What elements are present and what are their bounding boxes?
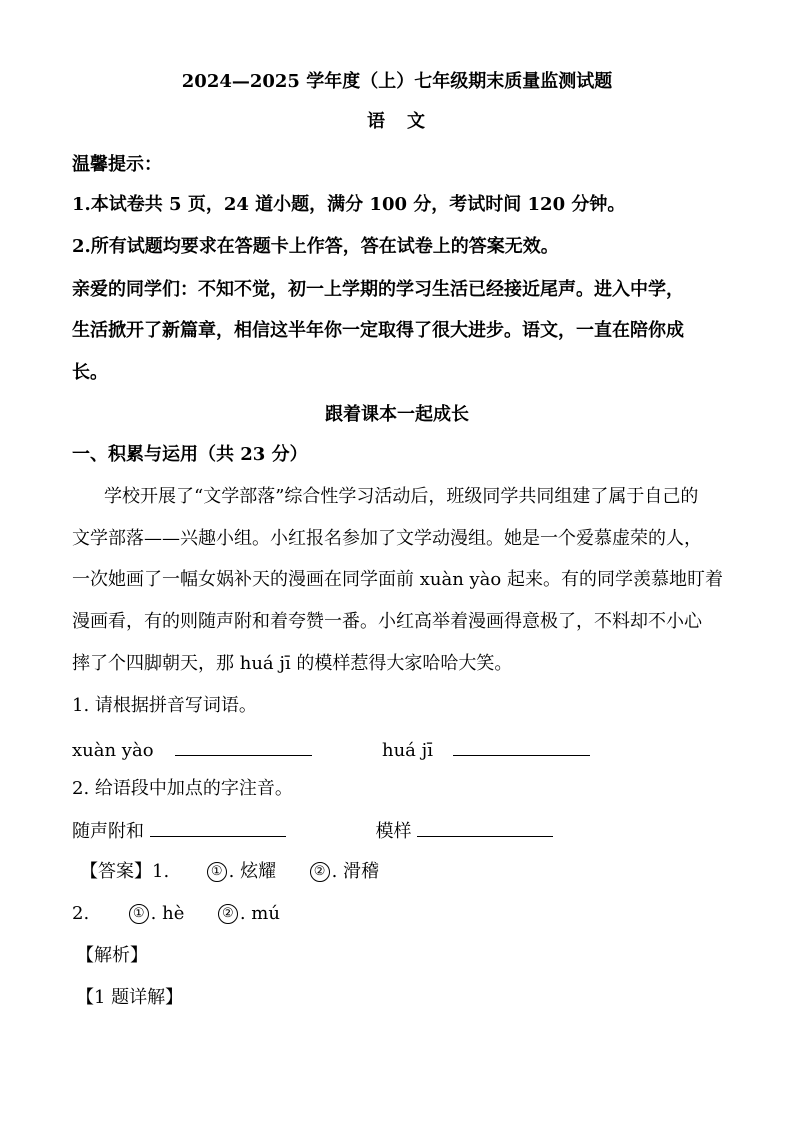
circled-2-icon: ② <box>218 904 238 924</box>
part-title: 一、积累与运用（共 23 分） <box>72 444 308 465</box>
passage-line-5: 摔了个四脚朝天，那 huá jī 的模样惹得大家哈哈大笑。 <box>72 653 513 674</box>
answer-3: . hè <box>150 903 185 924</box>
analysis-label: 【解析】 <box>76 945 148 966</box>
tips-item-1: 1.本试卷共 5 页，24 道小题，满分 100 分，考试时间 120 分钟。 <box>72 194 626 215</box>
intro-line-2: 生活掀开了新篇章，相信这半年你一定取得了很大进步。语文，一直在陪你成 <box>72 320 684 341</box>
circled-1-icon: ① <box>207 862 227 882</box>
question-2-blanks <box>72 818 722 844</box>
tips-heading: 温馨提示： <box>72 154 162 175</box>
answer-blank-a[interactable] <box>175 737 312 756</box>
subject-title: 语 文 <box>367 111 427 132</box>
answer-line-2 <box>72 902 722 926</box>
answer-blank-d[interactable] <box>417 818 553 837</box>
answer-num-2: 2. <box>72 903 90 924</box>
passage-line-4: 漫画看，有的则随声附和着夸赞一番。小红高举着漫画得意极了，不料却不小心 <box>72 611 702 632</box>
answer-label: 【答案】1. <box>80 861 170 882</box>
answer-1: . 炫耀 <box>228 861 277 882</box>
answer-blank-c[interactable] <box>150 818 286 837</box>
pinyin-b: huá jī <box>382 740 433 761</box>
question-1-blanks <box>72 737 722 763</box>
pinyin-a: xuàn yào <box>72 740 154 761</box>
answer-2: . 滑稽 <box>331 861 380 882</box>
intro-line-1: 亲爱的同学们：不知不觉，初一上学期的学习生活已经接近尾声。进入中学， <box>72 279 684 300</box>
circled-2-icon: ② <box>310 862 330 882</box>
passage-line-3: 一次她画了一幅女娲补天的漫画在同学面前 xuàn yào 起来。有的同学羡慕地盯着 <box>72 569 723 590</box>
circled-1-icon: ① <box>129 904 149 924</box>
intro-line-3: 长。 <box>72 362 108 383</box>
word-a: 随声附和 <box>72 821 144 842</box>
question-2-stem: 2. 给语段中加点的字注音。 <box>72 778 293 799</box>
tips-item-2: 2.所有试题均要求在答题卡上作答，答在试卷上的答案无效。 <box>72 236 559 257</box>
word-b: 模样 <box>375 821 412 842</box>
answer-4: . mú <box>239 903 280 924</box>
analysis-detail-1: 【1 题详解】 <box>76 987 184 1008</box>
question-1-stem: 1. 请根据拼音写词语。 <box>72 695 257 716</box>
section-theme: 跟着课本一起成长 <box>325 404 469 425</box>
page-title: 2024—2025 学年度（上）七年级期末质量监测试题 <box>181 71 613 92</box>
answer-blank-b[interactable] <box>453 737 590 756</box>
answer-line-1 <box>80 860 722 884</box>
passage-line-1: 学校开展了“文学部落”综合性学习活动后，班级同学共同组建了属于自己的 <box>104 486 699 507</box>
passage-line-2: 文学部落——兴趣小组。小红报名参加了文学动漫组。她是一个爱慕虚荣的人， <box>72 528 702 549</box>
